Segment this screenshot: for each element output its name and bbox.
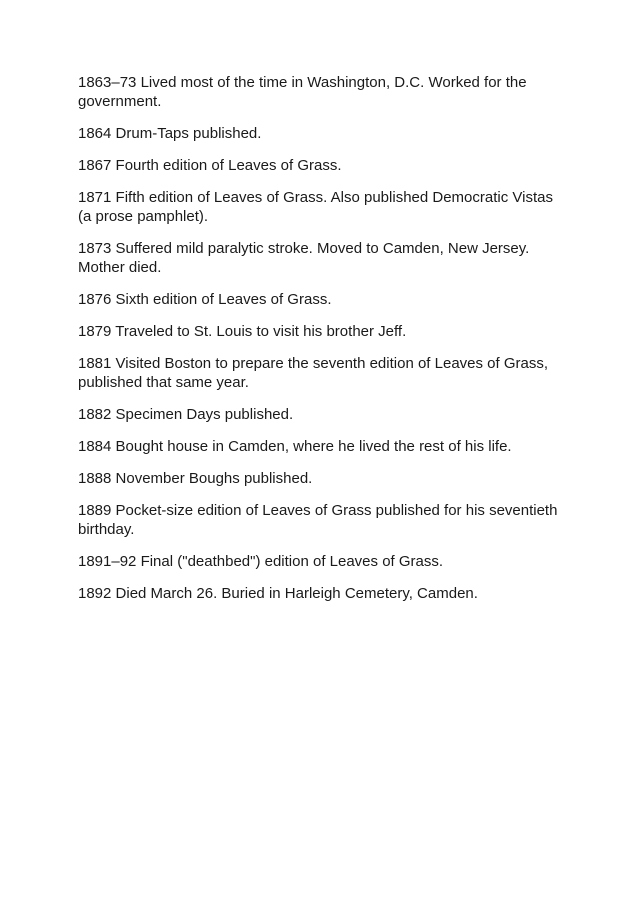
chronology-entry: 1889 Pocket-size edition of Leaves of Grass published for his seventieth birthday.: [78, 502, 558, 538]
chronology-entry: 1867 Fourth edition of Leaves of Grass.: [78, 157, 342, 174]
chronology-entry: 1876 Sixth edition of Leaves of Grass.: [78, 291, 332, 308]
chronology-entry: 1879 Traveled to St. Louis to visit his brother Jeff.: [78, 323, 407, 340]
chronology-entry: 1864 Drum-Taps published.: [78, 125, 262, 142]
chronology-list: [78, 73, 568, 616]
chronology-entry: 1873 Suffered mild paralytic stroke. Moved to Camden, New Jersey. Mother died.: [78, 240, 530, 276]
chronology-entry: 1888 November Boughs published.: [78, 470, 313, 487]
chronology-entry: 1881 Visited Boston to prepare the seventh edition of Leaves of Grass, published that same year.: [78, 355, 549, 391]
chronology-entry: 1863–73 Lived most of the time in Washington, D.C. Worked for the government.: [78, 74, 527, 110]
chronology-entry: 1882 Specimen Days published.: [78, 406, 294, 423]
chronology-entry: 1871 Fifth edition of Leaves of Grass. Also published Democratic Vistas (a prose pamphlet).: [78, 189, 553, 225]
chronology-entry: 1891–92 Final ("deathbed") edition of Leaves of Grass.: [78, 553, 444, 570]
chronology-entry: 1892 Died March 26. Buried in Harleigh Cemetery, Camden.: [78, 585, 478, 602]
chronology-entry: 1884 Bought house in Camden, where he lived the rest of his life.: [78, 438, 512, 455]
